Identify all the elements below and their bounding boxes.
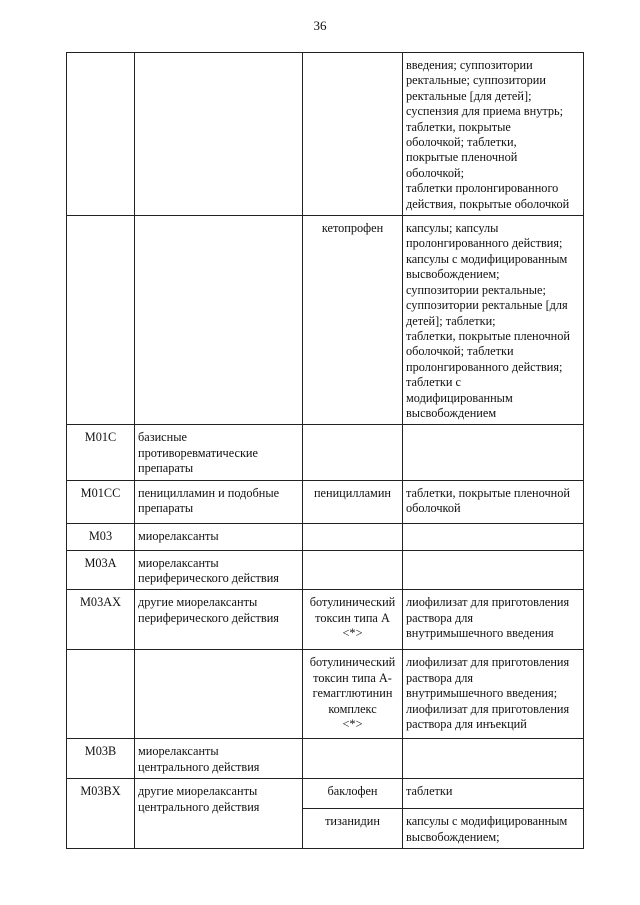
group-name-cell: базисные противоревматические препараты (135, 425, 303, 480)
dosage-form-cell: лиофилизат для приготовления раствора для внутримышечного введения (403, 590, 584, 650)
drug-name-cell: баклофен (303, 779, 403, 809)
atc-code-cell (67, 650, 135, 739)
group-name-cell (135, 650, 303, 739)
atc-code-cell: M03AX (67, 590, 135, 650)
atc-code-cell (67, 216, 135, 425)
group-name-cell (135, 53, 303, 216)
atc-code-cell: M03BX (67, 779, 135, 849)
group-name-cell: пеницилламин и подобные препараты (135, 480, 303, 523)
drug-name-cell: тизанидин (303, 809, 403, 849)
group-name-cell: миорелаксанты центрального действия (135, 739, 303, 779)
group-name-cell: другие миорелаксанты центрального действия (135, 779, 303, 849)
drug-name-cell (303, 550, 403, 590)
drug-classification-table (66, 52, 584, 849)
group-name-cell: миорелаксанты (135, 523, 303, 550)
drug-name-cell (303, 425, 403, 480)
dosage-form-cell (403, 550, 584, 590)
table-row (67, 650, 584, 739)
atc-code-cell: M03A (67, 550, 135, 590)
group-name-cell: другие миорелаксанты периферического действия (135, 590, 303, 650)
table-row (67, 523, 584, 550)
table-row (67, 425, 584, 480)
atc-code-cell: M03 (67, 523, 135, 550)
drug-name-cell (303, 739, 403, 779)
table-row (67, 53, 584, 216)
drug-name-cell: ботулинический токсин типа А <*> (303, 590, 403, 650)
dosage-form-cell: капсулы; капсулы пролонгированного действия; капсулы с модифицированным высвобождением; суппозитории ректальные; суппозитории ректальные [для детей]; таблетки; таблетки, покрытые пленочной оболочкой; таблетки пролонгированного действия; таблетки с модифицированным высвобождением (403, 216, 584, 425)
dosage-form-cell: лиофилизат для приготовления раствора для внутримышечного введения; лиофилизат для приготовления раствора для инъекций (403, 650, 584, 739)
dosage-form-cell: таблетки (403, 779, 584, 809)
page-number: 36 (313, 18, 327, 33)
drug-name-cell: кетопрофен (303, 216, 403, 425)
atc-code-cell: M03B (67, 739, 135, 779)
atc-code-cell: M01CC (67, 480, 135, 523)
table-row (67, 779, 584, 809)
drug-name-cell: пеницилламин (303, 480, 403, 523)
table-row (67, 480, 584, 523)
table-row (67, 550, 584, 590)
dosage-form-cell: введения; суппозитории ректальные; суппозитории ректальные [для детей]; суспензия для приема внутрь; таблетки, покрытые оболочкой; таблетки, покрытые пленочной оболочкой; таблетки пролонгированного действия, покрытые оболочкой (403, 53, 584, 216)
table-row (67, 739, 584, 779)
dosage-form-cell: таблетки, покрытые пленочной оболочкой (403, 480, 584, 523)
dosage-form-cell: капсулы с модифицированным высвобождением; (403, 809, 584, 849)
dosage-form-cell (403, 739, 584, 779)
dosage-form-cell (403, 523, 584, 550)
drug-name-cell: ботулинический токсин типа А- гемагглютинин комплекс <*> (303, 650, 403, 739)
group-name-cell: миорелаксанты периферического действия (135, 550, 303, 590)
drug-name-cell (303, 523, 403, 550)
group-name-cell (135, 216, 303, 425)
table-row (67, 216, 584, 425)
atc-code-cell: M01C (67, 425, 135, 480)
drug-name-cell (303, 53, 403, 216)
dosage-form-cell (403, 425, 584, 480)
atc-code-cell (67, 53, 135, 216)
table-row (67, 590, 584, 650)
